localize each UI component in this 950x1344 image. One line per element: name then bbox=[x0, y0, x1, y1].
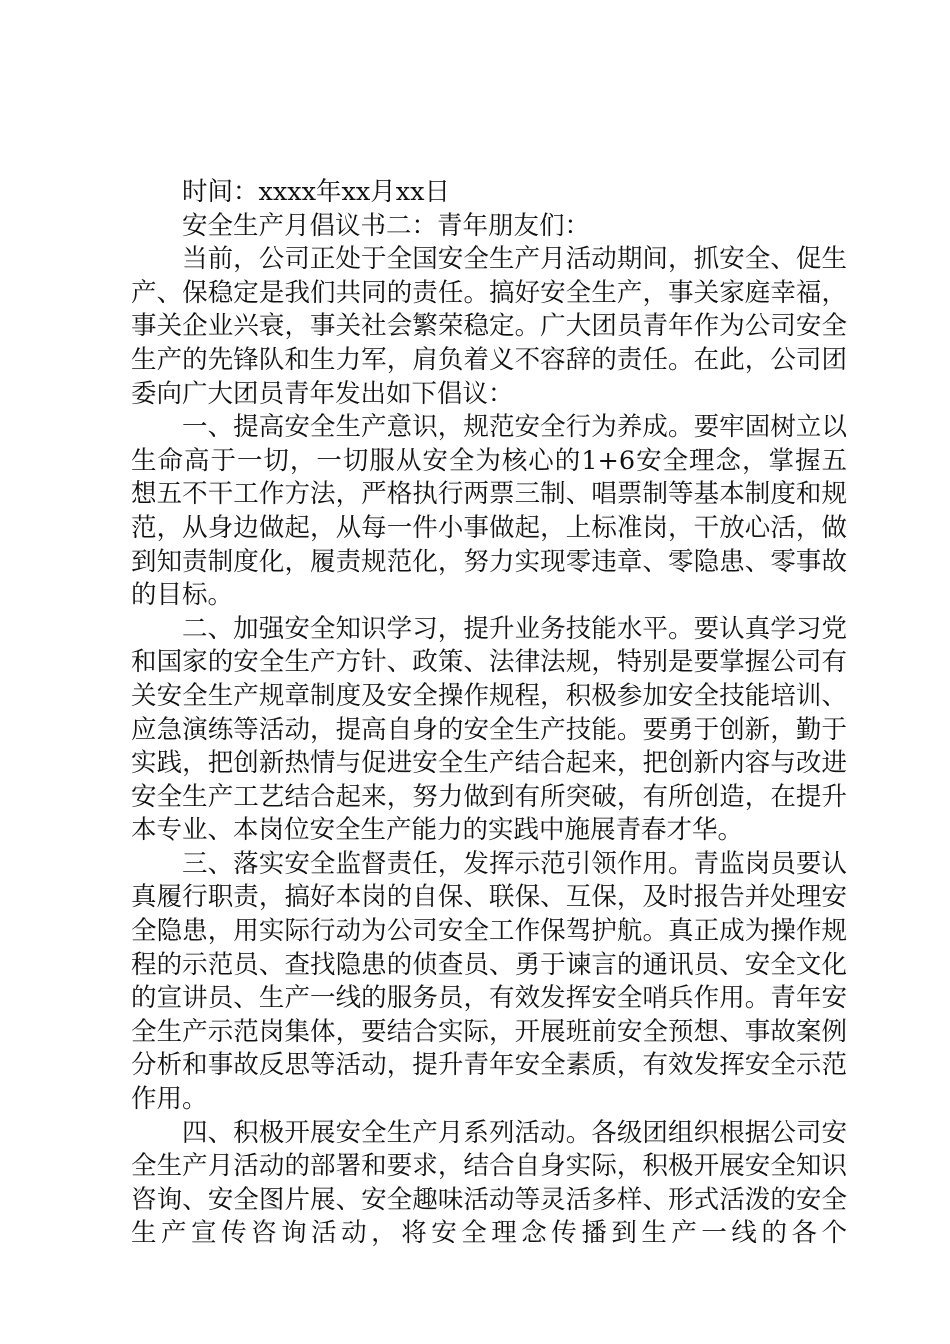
paragraph-point-three: 三、落实安全监督责任，发挥示范引领作用。青监岗员要认真履行职责，搞好本岗的自保、联保、互保，及时报告并处理安全隐患，用实际行动为公司安全工作保驾护航。真正成为操作规程的示范员、查找隐患的侦查员、勇于谏言的通讯员、安全文化的宣讲员、生产一线的服务员，有效发挥安全哨兵作用。青年安全生产示范岗集体，要结合实际，开展班前安全预想、事故案例分析和事故反思等活动，提升青年安全素质，有效发挥安全示范作用。 bbox=[131, 848, 847, 1115]
date-line: 时间：xxxx年xx月xx日 bbox=[182, 177, 451, 207]
paragraph-point-one: 一、提高安全生产意识，规范安全行为养成。要牢固树立以生命高于一切，一切服从安全为核心的1+6安全理念，掌握五想五不干工作方法，严格执行两票三制、唱票制等基本制度和规范，从身边做起，从每一件小事做起，上标准岗，干放心活，做到知责制度化，履责规范化，努力实现零违章、零隐患、零事故的目标。 bbox=[131, 412, 847, 611]
paragraph-point-four: 四、积极开展安全生产月系列活动。各级团组织根据公司安全生产月活动的部署和要求，结合自身实际，积极开展安全知识咨询、安全图片展、安全趣味活动等灵活多样、形式活泼的安全生产宣传咨询活动，将安全理念传播到生产一线的各个 bbox=[131, 1117, 847, 1249]
paragraph-point-two: 二、加强安全知识学习，提升业务技能水平。要认真学习党和国家的安全生产方针、政策、法律法规，特别是要掌握公司有关安全生产规章制度及安全操作规程，积极参加安全技能培训、应急演练等活动，提高自身的安全生产技能。要勇于创新，勤于实践，把创新热情与促进安全生产结合起来，把创新内容与改进安全生产工艺结合起来，努力做到有所突破，有所创造，在提升本专业、本岗位安全生产能力的实践中施展青春才华。 bbox=[131, 613, 847, 846]
paragraph-intro: 当前，公司正处于全国安全生产月活动期间，抓安全、促生产、保稳定是我们共同的责任。搞好安全生产，事关家庭幸福，事关企业兴衰，事关社会繁荣稳定。广大团员青年作为公司安全生产的先锋队和生力军，肩负着义不容辞的责任。在此，公司团委向广大团员青年发出如下倡议： bbox=[131, 244, 847, 409]
subtitle-line: 安全生产月倡议书二：青年朋友们： bbox=[182, 210, 591, 241]
document-body bbox=[131, 176, 847, 1251]
